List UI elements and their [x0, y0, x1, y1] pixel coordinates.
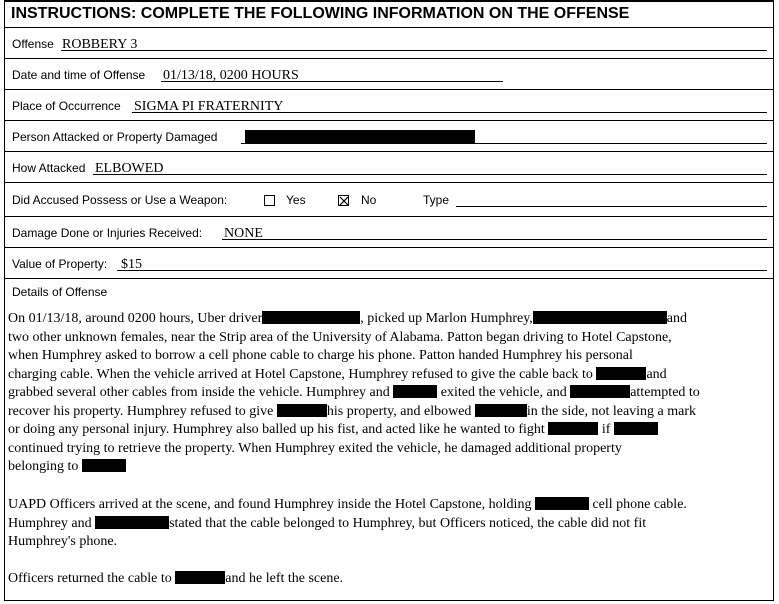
narrative-text: Humphrey and: [8, 515, 92, 531]
redaction-bar: [245, 130, 475, 143]
narrative-line: [8, 347, 770, 366]
date-time-label: Date and time of Offense: [12, 68, 146, 82]
date-time-row: [5, 59, 773, 90]
offense-form: [4, 0, 774, 601]
narrative-line: [8, 310, 770, 329]
how-attacked-underline: [93, 174, 767, 175]
narrative-text: belonging to: [8, 459, 79, 474]
place-underline: [132, 112, 767, 113]
value-row: [5, 248, 773, 279]
narrative-line: [8, 570, 770, 589]
weapon-type-label: Type: [423, 193, 450, 207]
narrative-line: [8, 533, 770, 552]
weapon-yes-label: Yes: [286, 193, 306, 207]
date-time-value: 01/13/18, 0200 HOURS: [163, 68, 299, 83]
redaction-bar: [533, 311, 667, 324]
place-label: Place of Occurrence: [12, 99, 121, 113]
narrative-text: Officers returned the cable to: [8, 571, 172, 586]
narrative-text: or doing any personal injury. Humphrey also balled up his fist, and acted like he wanted to fight: [8, 422, 545, 437]
narrative-text: his property, and elbowed: [326, 403, 472, 419]
place-row: [5, 90, 773, 121]
narrative-text: and: [666, 311, 688, 326]
redaction-bar: [596, 367, 646, 380]
narrative-text: Humphrey's phone.: [8, 534, 118, 549]
narrative-paragraph-2: [8, 496, 770, 552]
damage-label: Damage Done or Injuries Received:: [12, 226, 203, 240]
narrative-text: if: [601, 422, 611, 437]
narrative-line: [8, 366, 770, 385]
redaction-bar: [262, 311, 360, 324]
place-value: SIGMA PI FRATERNITY: [134, 99, 284, 114]
redaction-bar: [614, 422, 658, 435]
narrative-text: and he left the scene.: [225, 571, 344, 586]
narrative-text: in the side, not leaving a mark: [526, 403, 697, 419]
narrative-text: when Humphrey asked to borrow a cell phone cable to charge his phone. Patton handed Humphrey his personal: [8, 348, 633, 363]
narrative-paragraph-3: [8, 570, 770, 589]
narrative-line: [8, 421, 770, 440]
narrative-text: UAPD Officers arrived at the scene, and found Humphrey inside the Hotel Capstone, holding: [8, 497, 532, 512]
details-label: Details of Offense: [12, 285, 108, 299]
date-time-underline: [161, 81, 503, 82]
offense-row: [5, 28, 773, 59]
narrative-line: [8, 403, 770, 422]
redaction-bar: [95, 516, 169, 529]
weapon-yes-checkbox[interactable]: [264, 195, 275, 206]
weapon-no-checkbox[interactable]: [338, 195, 349, 206]
weapon-type-underline: [456, 206, 767, 207]
narrative-text: exited the vehicle, and: [440, 385, 567, 400]
narrative-line: [8, 384, 770, 403]
narrative-text: attempted to: [630, 385, 700, 400]
redaction-bar: [277, 404, 327, 417]
redaction-bar: [570, 385, 630, 398]
narrative-line: [8, 440, 770, 459]
narrative-line: [8, 458, 770, 477]
narrative-line: [8, 496, 770, 515]
person-attacked-row: [5, 121, 773, 152]
person-attacked-label: Person Attacked or Property Damaged: [12, 130, 218, 144]
redaction-bar: [475, 404, 527, 417]
person-attacked-underline: [241, 143, 767, 144]
narrative-text: , picked up Marlon Humphrey,: [360, 311, 533, 326]
value-label: Value of Property:: [12, 257, 108, 271]
how-attacked-label: How Attacked: [12, 161, 86, 175]
redaction-bar: [393, 385, 437, 398]
narrative-text: grabbed several other cables from inside the vehicle. Humphrey and: [8, 385, 390, 400]
weapon-no-label: No: [361, 193, 377, 207]
value-underline: [117, 270, 767, 271]
narrative-text: On 01/13/18, around 0200 hours, Uber driver: [8, 311, 263, 326]
narrative-line: [8, 329, 770, 348]
narrative-text: continued trying to retrieve the property. When Humphrey exited the vehicle, he damaged additional property: [8, 440, 622, 456]
weapon-label: Did Accused Possess or Use a Weapon:: [12, 193, 228, 207]
redaction-bar: [535, 497, 589, 510]
narrative-text: two other unknown females, near the Strip area of the University of Alabama. Patton began driving to Hotel Capstone,: [8, 329, 672, 345]
weapon-row: [5, 183, 773, 217]
offense-value: ROBBERY 3: [62, 37, 138, 52]
damage-underline: [222, 239, 767, 240]
narrative-text: cell phone cable.: [592, 497, 687, 512]
damage-value: NONE: [224, 226, 263, 241]
narrative-text: recover his property. Humphrey refused to give: [8, 403, 274, 419]
redaction-bar: [82, 459, 126, 472]
value-value: $15: [121, 257, 142, 272]
offense-label: Offense: [12, 37, 54, 51]
damage-row: [5, 217, 773, 248]
narrative-line: [8, 515, 770, 534]
narrative-text: charging cable. When the vehicle arrived at Hotel Capstone, Humphrey refused to give the cable back to: [8, 366, 593, 382]
offense-underline: [61, 50, 767, 51]
narrative-paragraph-1: [8, 310, 770, 477]
narrative-text: stated that the cable belonged to Humphrey, but Officers noticed, the cable did not fit: [169, 515, 647, 531]
narrative-text: and: [646, 366, 667, 382]
redaction-bar: [175, 571, 225, 584]
redaction-bar: [548, 422, 598, 435]
how-attacked-value: ELBOWED: [95, 161, 164, 176]
how-attacked-row: [5, 152, 773, 183]
form-header: INSTRUCTIONS: COMPLETE THE FOLLOWING INFORMATION ON THE OFFENSE: [5, 2, 773, 28]
